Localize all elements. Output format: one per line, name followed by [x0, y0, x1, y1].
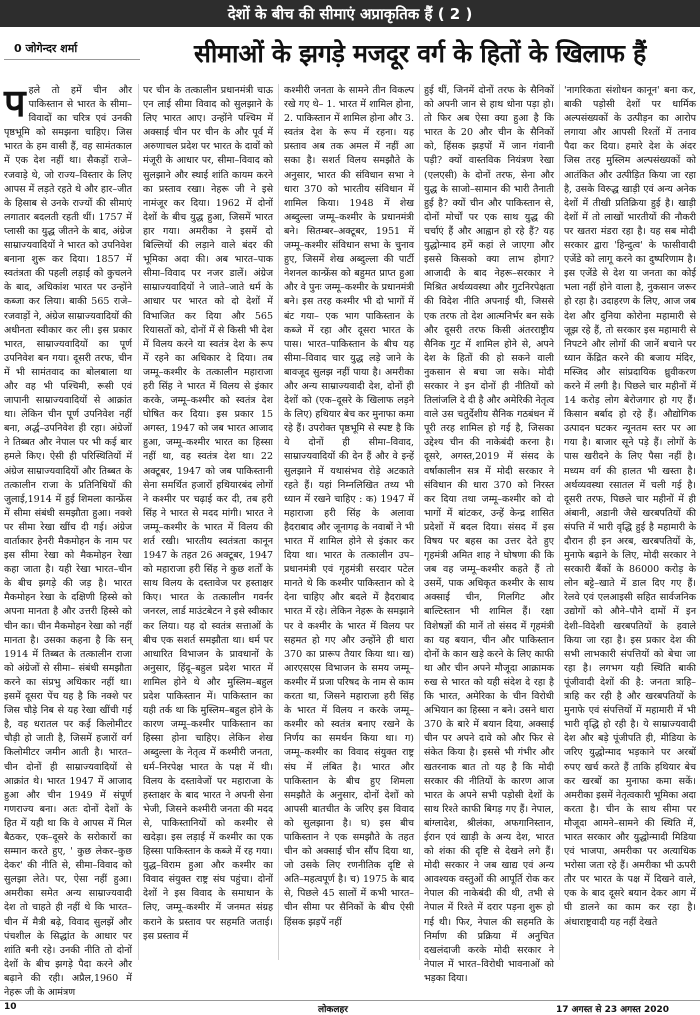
author-byline: 0 जोगेन्दर शर्मा: [14, 42, 78, 55]
column-divider: [419, 84, 420, 960]
article-column-1: [4, 81, 132, 998]
column-text: हुई थीं, जिनमें दोनों तरफ के सैनिकों को अपनी जान से हाथ धोना पड़ा हो। तो फिर अब ऐसा क्या हुआ है कि भारत के 20 और चीन के सैनिकों को, हिंसक झड़पों में जान गंवानी पड़ी? क्यों वास्तविक नियंत्रण रेखा (एलएसी) के दोनों तरफ, सेना और युद्ध के साजो–सामान की भारी तैनाती हुई है? क्यों चीन और पाकिस्तान से, दोनों मोर्चों पर एक साथ युद्ध की चर्चाएं हैं और आह्वान हो रहे हैं? यह युद्धोन्माद हमें कहां ले जाएगा और इससे किसको क्या लाभ होगा? आजादी के बाद नेहरू–सरकार ने मिश्रित अर्थव्यवस्था और गुटनिरपेक्षता की विदेश नीति अपनाई थी, जिससे एक तरफ तो देश आत्मनिर्भर बन सके और दूसरी तरफ किसी अंतरराष्ट्रीय सैनिक गुट में शामिल होने से, अपने देश के हितों की हो सकने वाली नुकसान से बचा जा सके। मोदी सरकार ने इन दोनों ही नीतियों को तिलांजलि दे दी है और अमेरिकी नेतृत्व वाले उस चतुर्देशीय सैनिक गठबंधन में पूरी तरह शामिल हो गई है, जिसका उद्देश्य चीन की नाकेबंदी करना है। दूसरे, अगस्त,2019 में संसद के वर्षाकालीन सत्र में मोदी सरकार ने संविधान की धारा 370 को निरस्त कर दिया तथा जम्मू–कश्मीर को दो भागों में बांटकर, उन्हें केन्द्र शासित प्रदेशों में बदल दिया। संसद में इस विषय पर बहस का उत्तर देते हुए गृहमंत्री अमित शाह ने घोषणा की कि जब वह जम्मू–कश्मीर कहते हैं तो उसमें, पाक अधिकृत कश्मीर के साथ अक्साई चीन, गिलगिट और बाल्टिस्तान भी शामिल हैं। रक्षा विशेषज्ञों की मानें तो संसद में गृहमंत्री का यह बयान, चीन और पाकिस्तान दोनों के कान खड़े करने के लिए काफी था और चीन अपने मौजूदा आक्रामक रुख से भारत को यही संदेश दे रहा है कि भारत, अमेरिका के चीन विरोधी अभियान का हिस्सा न बने। उसने धारा 370 के बारे में बयान दिया, अक्साई चीन पर अपने दावे को और फिर से संकेत किया है। इससे भी गंभीर और खतरनाक बात तो यह है कि मोदी सरकार की नीतियों के कारण आज भारत के अपने सभी पड़ोसी देशों के साथ रिश्ते काफी बिगड़ गए हैं। नेपाल, बांग्लादेश, श्रीलंका, अफगानिस्तान, ईरान एवं खाड़ी के अन्य देश, भारत को शंका की दृष्टि से देखने लगे हैं। मोदी सरकार ने जब खाद्य एवं अन्य आवश्यक वस्तुओं की आपूर्ति रोक कर नेपाल की नाकेबंदी की थी, तभी से नेपाल में रिश्ते में दरार पड़ना शुरू हो गई थी। फिर, नेपाल की सहमति के निर्माण की प्रक्रिया में अनुचित दखलंदाजी करके मोदी सरकार ने नेपाल में भारत–विरोधी भावनाओं को भड़का दिया।: [424, 85, 554, 984]
article-column-2: [143, 84, 273, 964]
column-divider: [278, 84, 279, 960]
article-column-4: [424, 84, 554, 984]
series-title-band: [0, 0, 700, 27]
article-headline: सीमाओं के झगड़े मजदूर वर्ग के हितों के खिलाफ हैं: [194, 39, 646, 68]
column-text: कश्मीरी जनता के सामने तीन विकल्प रखे गए थे– 1. भारत में शामिल होना, 2. पाकिस्तान में शामिल होना और 3. स्वतंत्र देश के रूप में रहना। यह प्रस्ताव अब तक अमल में नहीं आ सका है। सशर्त विलय समझौते के अनुसार, भारत की संविधान सभा ने धारा 370 को भारतीय संविधान में शामिल किया। 1948 में शेख अब्दुल्ला जम्मू–कश्मीर के प्रधानमंत्री बने। सितम्बर–अक्टूबर, 1951 में जम्मू–कश्मीर संविधान सभा के चुनाव हुए, जिसमें शेख अब्दुल्ला की पार्टी नेशनल कान्फ्रेंस को बहुमत प्राप्त हुआ और वे पुनः जम्मू–कश्मीर के प्रधानमंत्री बने। इस तरह कश्मीर भी दो भागों में बंट गया– एक भाग पाकिस्तान के कब्जे में रहा और दूसरा भारत के पास। भारत–पाकिस्तान के बीच यह सीमा–विवाद चार युद्ध लड़े जाने के बावजूद सुलझ नहीं पाया है। अमरीका और अन्य साम्राज्यवादी देश, दोनों ही देशों को (एक–दूसरे के खिलाफ लड़ने के लिए) हथियार बेच कर मुनाफा कमा रहे हैं। उपरोक्त पृष्ठभूमि से स्पष्ट है कि ये दोनों ही सीमा–विवाद, साम्राज्यवादियों की देन हैं और वे इन्हें सुलझाने में यथासंभव रोड़े अटकाते रहते हैं। यहां निम्नलिखित तथ्य भी ध्यान में रखने चाहिए : क) 1947 में महाराजा हरी सिंह के अलावा हैदराबाद और जूनागढ़ के नवाबों ने भी भारत में शामिल होने से इंकार कर दिया था। भारत के तत्कालीन उप–प्रधानमंत्री एवं गृहमंत्री सरदार पटेल मानते थे कि कश्मीर पाकिस्तान को दे देना चाहिए और बदले में हैदराबाद भारत में रहे। लेकिन नेहरू के समझाने पर वे कश्मीर के भारत में विलय पर सहमत हो गए और उन्होंने ही धारा 370 का प्रारूप तैयार किया था। ख) आरएसएस विभाजन के समय जम्मू–कश्मीर में प्रजा परिषद के नाम से काम करता था, जिसने महाराजा हरी सिंह के भारत में विलय न करके जम्मू–कश्मीर को स्वतंत्र बनाए रखने के निर्णय का समर्थन किया था। ग) जम्मू–कश्मीर का विवाद संयुक्त राष्ट्र संघ में लंबित है। भारत और पाकिस्तान के बीच हुए शिमला समझौते के अनुसार, दोनों देशों को आपसी बातचीत के जरिए इस विवाद को सुलझाना है। घ) इस बीच पाकिस्तान ने एक समझौते के तहत चीन को अक्साई चीन सौंप दिया था, जो उसके लिए रणनीतिक दृष्टि से अति–महत्वपूर्ण है। च) 1975 के बाद से, पिछले 45 सालों में कभी भारत–चीन सीमा पर सैनिकों के बीच ऐसी हिंसक झड़पें नहीं: [284, 85, 414, 928]
column-text: 'नागरिकता संशोधन कानून' बना कर, बाकी पड़ोसी देशों पर धार्मिक अल्पसंख्यकों के उत्पीड़न का आरोप लगाया और आपसी रिश्तों में तनाव पैदा कर दिया। हमारे देश के अंदर जिस तरह मुस्लिम अल्पसंख्यकों को आतंकित और उत्पीड़ित किया जा रहा है, उसके विरुद्ध खाड़ी एवं अन्य अनेक देशों में तीखी प्रतिक्रिया हुई है। खाड़ी देशों में तो लाखों भारतीयों की नौकरी पर खतरा मंडरा रहा है। यह सब मोदी सरकार द्वारा 'हिन्दुत्व' के फासीवादी एजेंडे को लागू करने का दुष्परिणाम है। इस एजेंडे से देश या जनता का कोई भला नहीं होने वाला है, नुकसान जरूर हो रहा है। उदाहरण के लिए, आज जब देश और दुनिया कोरोना महामारी से जूझ रहे हैं, तो सरकार इस महामारी से निपटने और लोगों की जानें बचाने पर ध्यान केंद्रित करने की बजाय मंदिर, मस्जिद और सांप्रदायिक ध्रुवीकरण करने में लगी है। पिछले चार महीनों में 14 करोड़ लोग बेरोजगार हो गए हैं। किसान बर्बाद हो रहे हैं। औद्योगिक उत्पादन घटकर न्यूनतम स्तर पर आ गया है। बाजार सूने पड़े हैं। लोगों के पास खरीदने के लिए पैसा नहीं है। मध्यम वर्ग की हालत भी खस्ता है। अर्थव्यवस्था रसातल में चली गई है। दूसरी तरफ, पिछले चार महीनों में ही अंबानी, अडानी जैसे खरबपतियों की संपत्ति में भारी वृद्धि हुई है महामारी के दौरान ही इन अरब, खरबपतियों के, मुनाफे बढ़ाने के लिए, मोदी सरकार ने सरकारी बैंकों के 86000 करोड़ के लोन बट्टे–खाते में डाल दिए गए हैं। रेलवे एवं एलआइसी सहित सार्वजनिक उद्योगों को औने–पौने दामों में इन देशी–विदेशी खरबपतियों के हवाले किया जा रहा है। इस प्रकार देश की सभी लाभकारी संपत्तियों को बेचा जा रहा है। लगभग यही स्थिति बाकी पूंजीवादी देशों की है: जनता त्राहि–त्राहि कर रही है और खरबपतियों के मुनाफे एवं संपत्तियों में महामारी में भी भारी वृद्धि हो रही है। ये साम्राज्यवादी देश और बड़े पूंजीपति ही, मीडिया के जरिए युद्धोन्माद भड़काने पर अरबों रुपए खर्च करते हैं ताकि हथियार बेच कर खरबों का मुनाफा कमा सकें। अमरीका इसमें नेतृत्वकारी भूमिका अदा करता है। चीन के साथ सीमा पर मौजूदा आमने–सामने की स्थिति में, भारत सरकार और युद्धोन्मादी मिडिया एवं भाजपा, अमरीका पर अत्याधिक भरोसा जता रहे हैं। अमरीका भी ऊपरी तौर पर भारत के पक्ष में दिखने वाले, एक के बाद दूसरे बयान देकर आग में घी डालने का काम कर रहा है। अंधाराष्ट्रवादी यह नहीं देखते: [564, 85, 696, 928]
issue-date: 17 अगस्त से 23 अगस्त 2020: [556, 1005, 669, 1015]
column-divider: [559, 84, 560, 960]
byline-divider: [4, 59, 140, 60]
publication-name: लोकलहर: [318, 1005, 348, 1015]
drop-cap: प: [4, 81, 26, 125]
column-divider: [138, 84, 139, 960]
article-column-3: [284, 84, 414, 964]
footer-divider: [0, 1000, 700, 1001]
article-column-5: [564, 84, 696, 964]
column-text: पर चीन के तत्कालीन प्रधानमंत्री चाऊ एन लाई सीमा विवाद को सुलझाने के लिए भारत आए। उन्होंने पश्चिम में अक्साई चीन पर चीन के और पूर्व में अरुणाचल प्रदेश पर भारत के दावों को मंजूरी के आधार पर, सीमा–विवाद को सुलझाने और स्थाई शांति कायम करने का प्रस्ताव रखा। नेहरू जी ने इसे नामंजूर कर दिया। 1962 में दोनों देशों के बीच युद्ध हुआ, जिसमें भारत हार गया। अमरीका ने इसमें दो बिल्लियों की लड़ाने वाले बंदर की भूमिका अदा की। अब भारत–पाक सीमा–विवाद पर नजर डालें। अंग्रेज साम्राज्यवादियों ने जाते–जाते धर्म के आधार पर भारत को दो देशों में विभाजित कर दिया और 565 रियासतों को, दोनों में से किसी भी देश में विलय करने या स्वतंत्र देश के रूप में रहने का अधिकार दे दिया। तब जम्मू–कश्मीर के तत्कालीन महाराजा हरी सिंह ने भारत में विलय से इंकार करके, जम्मू–कश्मीर को स्वतंत्र देश घोषित कर दिया। इस प्रकार 15 अगस्त, 1947 को जब भारत आजाद हुआ, जम्मू–कश्मीर भारत का हिस्सा नहीं था, वह स्वतंत्र देश था। 22 अक्टूबर, 1947 को जब पाकिस्तानी सेना समर्थित हजारों हथियारबंद लोगों ने कश्मीर पर चढ़ाई कर दी, तब हरी सिंह ने भारत से मदद मांगी। भारत ने जम्मू–कश्मीर के भारत में विलय की शर्त रखी। भारतीय स्वतंत्रता कानून 1947 के तहत 26 अक्टूबर, 1947 को महाराजा हरी सिंह ने कुछ शर्तों के साथ विलय के दस्तावेज पर हस्ताक्षर किए। भारत के तत्कालीन गवर्नर जनरल, लार्ड माउंटबेटन ने इसे स्वीकार कर लिया। यह दो स्वतंत्र सत्ताओं के बीच एक सशर्त समझौता था। धर्म पर आधारित विभाजन के प्रावधानों के अनुसार, हिंदू–बहुल प्रदेश भारत में शामिल होने थे और मुस्लिम–बहुल प्रदेश पाकिस्तान में। पाकिस्तान का यही तर्क था कि मुस्लिम–बहुल होने के कारण जम्मू–कश्मीर पाकिस्तान का हिस्सा होना चाहिए। लेकिन शेख अब्दुल्ला के नेतृत्व में कश्मीरी जनता, धर्म–निरपेक्ष भारत के पक्ष में थी। विलय के दस्तावेजों पर महाराजा के हस्ताक्षर के बाद भारत ने अपनी सेना भेजी, जिसने कश्मीरी जनता की मदद से, पाकिस्तानियों को कश्मीर से खदेड़ा। इस लड़ाई में कश्मीर का एक हिस्सा पाकिस्तान के कब्जे में रह गया। युद्ध–विराम हुआ और कश्मीर का विवाद संयुक्त राष्ट्र संघ पहुंचा। दोनों देशों ने इस विवाद के समाधान के लिए, जम्मू–कश्मीर में जनमत संग्रह कराने के प्रस्ताव पर सहमति जताई। इस प्रस्ताव में: [143, 85, 273, 942]
column-text: हले तो हमें चीन और पाकिस्तान से भारत के सीमा–विवादों का चरित्र एवं उनकी पृष्ठभूमि को समझना चाहिए। जिस भारत के हम वासी हैं, वह सामंतकाल में एक देश नहीं था। सैकड़ों राजे–रजवाड़े थे, जो राज्य–विस्तार के लिए आपस में लड़ते रहते थे और हार–जीत के हिसाब से उनके राज्यों की सीमाएं लगातार बदलती रहती थीं। 1757 में प्लासी का युद्ध जीतने के बाद, अंग्रेज साम्राज्यवादियों ने भारत को उपनिवेश बनाना शुरू कर दिया। 1857 में स्वतंत्रता की पहली लड़ाई को कुचलने के बाद, अधिकांश भारत पर उन्होंने कब्जा कर लिया। बाकी 565 राजे–रजवाड़ों ने, अंग्रेज साम्राज्यवादियों की अधीनता स्वीकार कर ली। इस प्रकार भारत, साम्राज्यवादियों का पूर्ण उपनिवेश बन गया। दूसरी तरफ, चीन में भी सामंतवाद का बोलबाला था और वह भी पश्चिमी, रूसी एवं जापानी साम्राज्यवादियों से आक्रांत था। लेकिन चीन पूर्ण उपनिवेश नहीं बना, अर्द्ध–उपनिवेश ही रहा। अंग्रेजों ने तिब्बत और नेपाल पर भी कई बार हमले किए। ऐसी ही परिस्थितियों में अंग्रेज साम्राज्यवादियों और तिब्बत के तत्कालीन राजा के प्रतिनिधियों की जुलाई,1914 में हुई शिमला कान्फ्रेंस में सीमा संबंधी समझौता हुआ। नक्शे पर सीमा रेखा खींच दी गई। अंग्रेज वार्ताकार हेनरी मैकमोहन के नाम पर इस सीमा रेखा को मैकमोहन रेखा कहा जाता है। यही रेखा भारत–चीन के बीच झगड़े की जड़ है। भारत मैकमोहन रेखा के दक्षिणी हिस्से को अपना मानता है और उत्तरी हिस्से को चीन का। चीन मैकमोहन रेखा को नहीं मानता है। उसका कहना है कि सन् 1914 में तिब्बत के तत्कालीन राजा को अंग्रेजों से सीमा– संबंधी समझौता करने का संप्रभु अधिकार नहीं था। इसमें दूसरा पेंच यह है कि नक्शे पर जिस चौड़े निब से यह रेखा खींची गई है, वह धरातल पर कई किलोमीटर चौड़ी हो जाती है, जिसमें हजारों वर्ग किलोमीटर जमीन आती है। भारत–चीन दोनों ही साम्राज्यवादियों से आक्रांत थे। भारत 1947 में आजाद हुआ और चीन 1949 में संपूर्ण गणराज्य बना। अतः दोनों देशों के हित में यही था कि वे आपस में मिल बैठकर, एक–दूसरे के सरोकारों का सम्मान करते हुए, ' कुछ लेकर–कुछ देकर' की नीति से, सीमा–विवाद को सुलझा लेते। पर, ऐसा नहीं हुआ। अमरीका समेत अन्य साम्राज्यवादी देश तो चाहते ही नहीं थे कि भारत–चीन में मैत्री बढ़े, विवाद सुलझें और पंचशील के सिद्धांत के आधार पर शांति बनी रहे। उनकी नीति तो दोनों देशों के बीच झगड़े पैदा करने और बढ़ाने की रही। अप्रैल,1960 में नेहरू जी के आमंत्रण: [4, 85, 132, 998]
page-number: 10: [4, 1002, 17, 1012]
series-title: देशों के बीच की सीमाएं अप्राकृतिक हैं ( 2 ): [227, 4, 473, 23]
